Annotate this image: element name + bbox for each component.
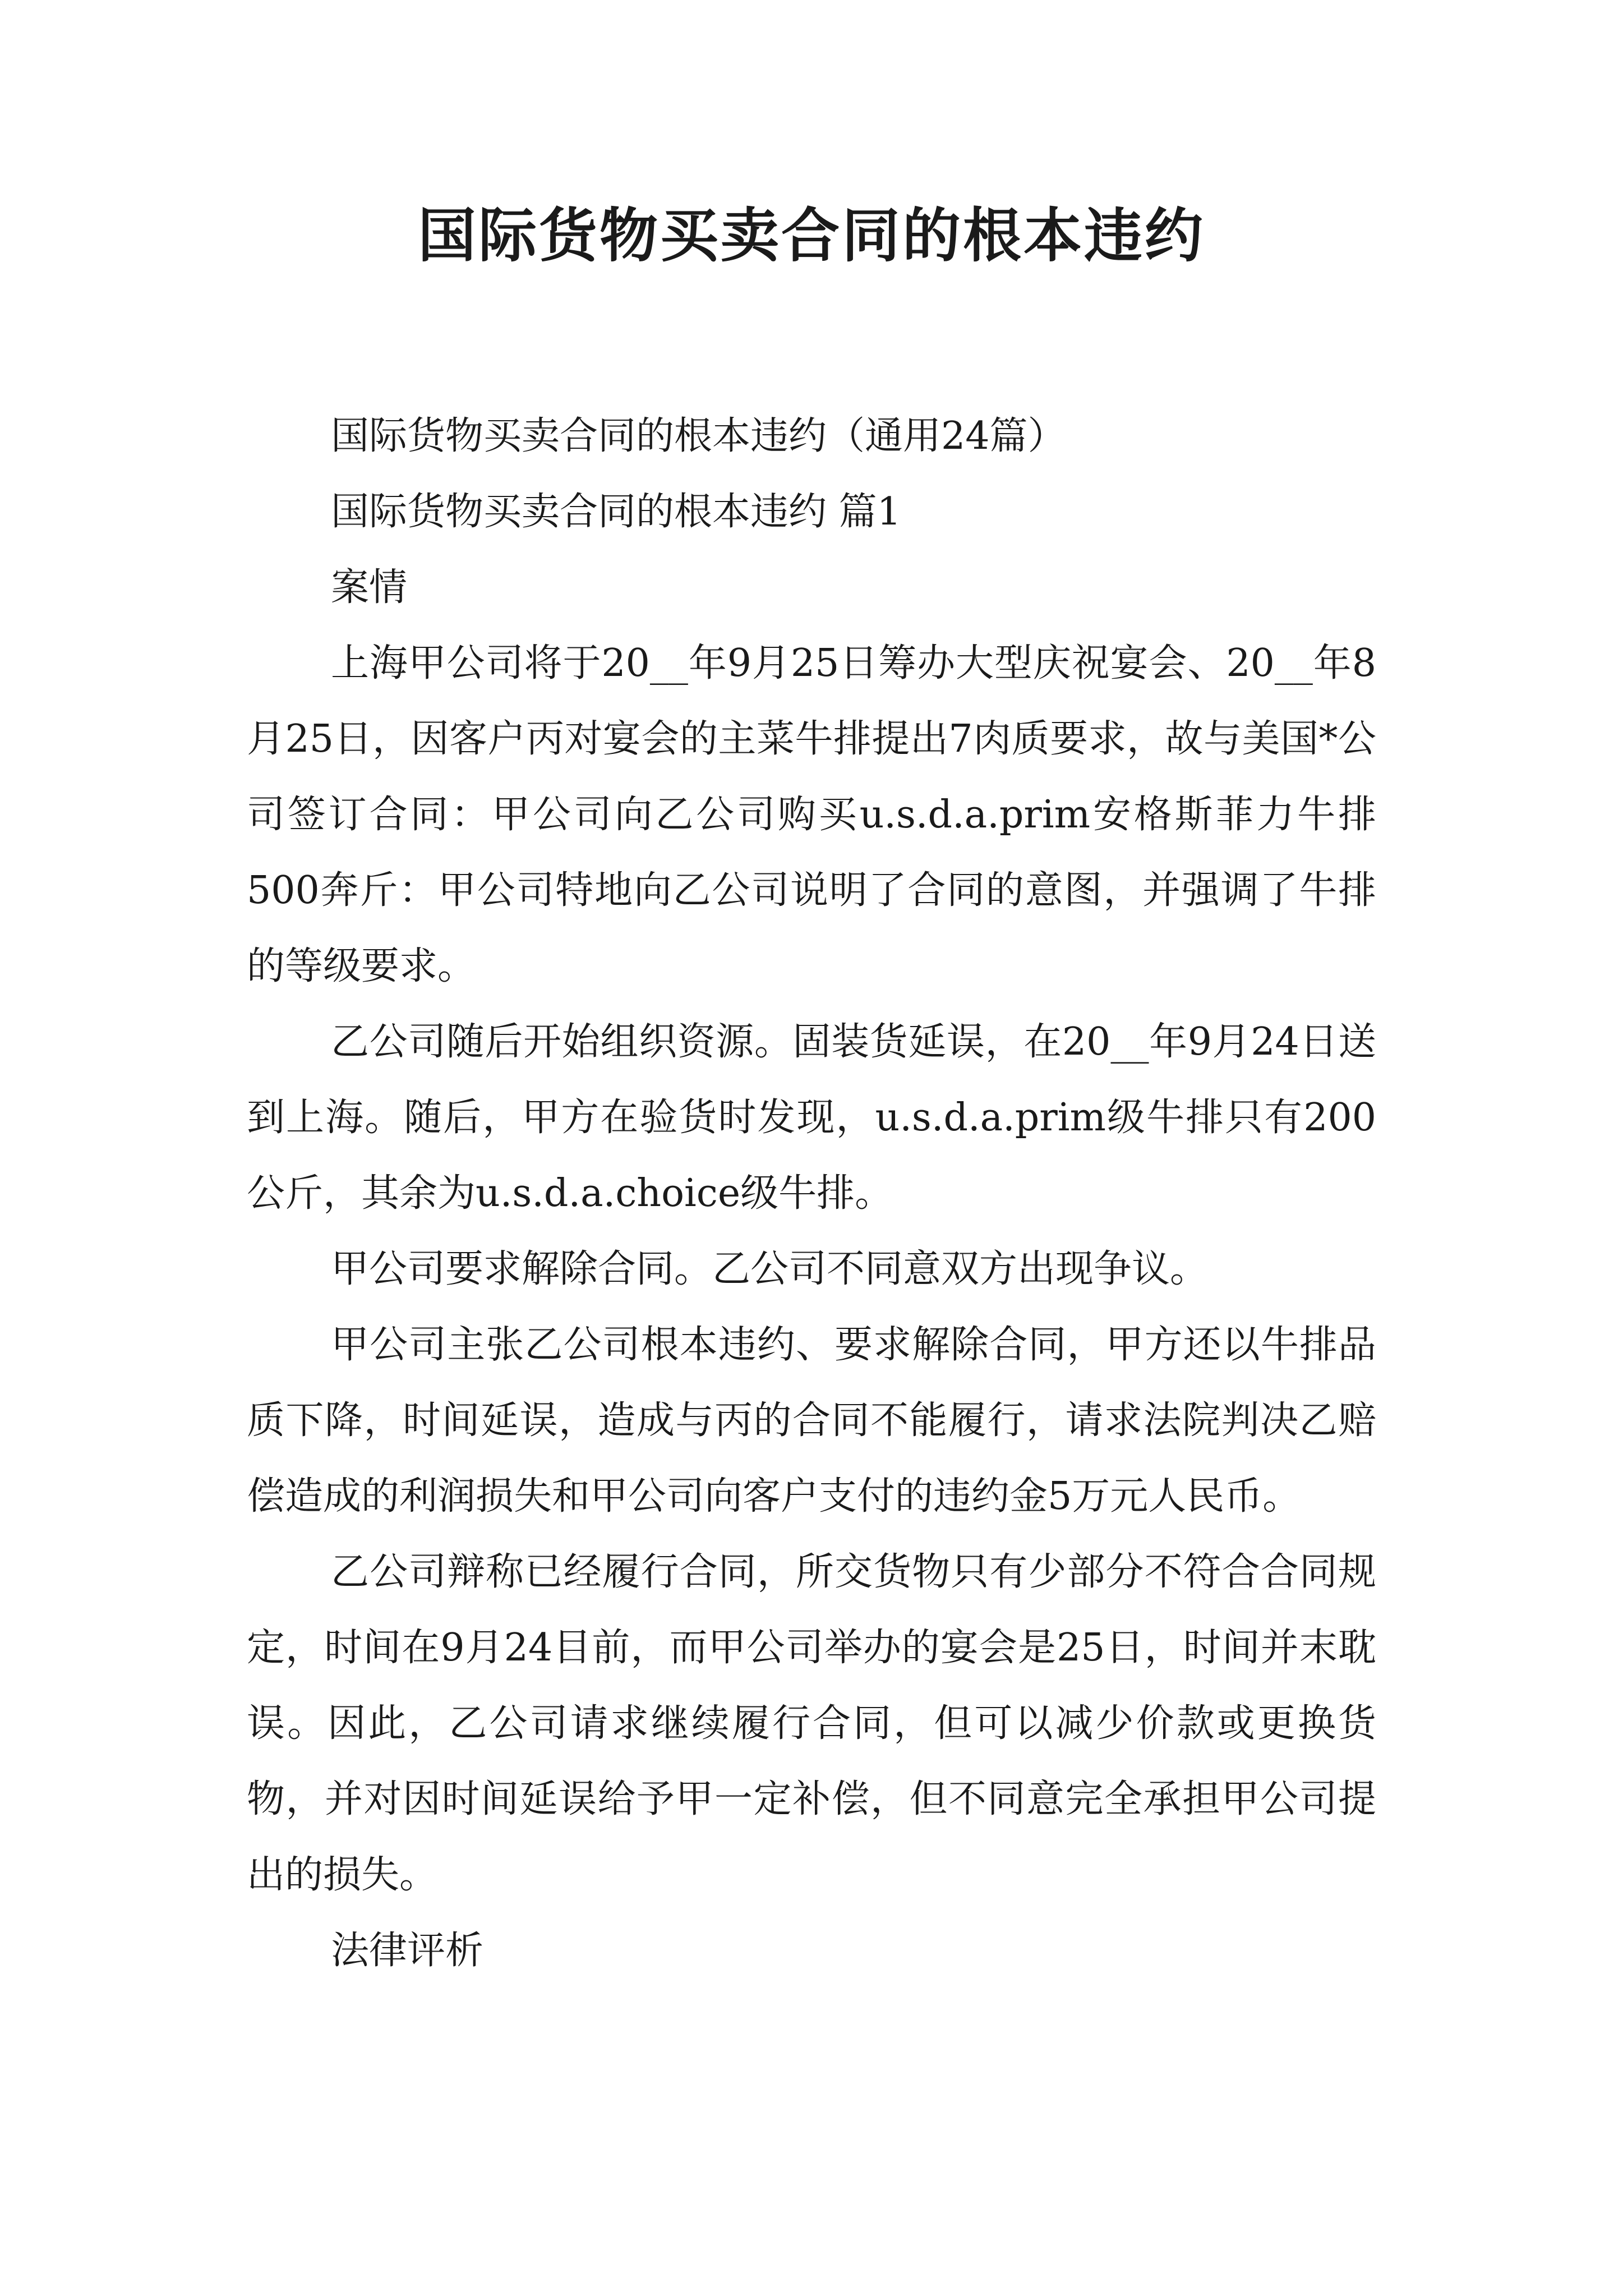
paragraph-section-heading: 国际货物买卖合同的根本违约 篇1 — [331, 490, 901, 534]
paragraph-case-heading: 案情 — [331, 565, 408, 610]
paragraph-subtitle: 国际货物买卖合同的根本违约（通用24篇） — [331, 414, 1066, 458]
paragraph-case-4: 甲公司主张乙公司根本违约、要求解除合同，甲方还以牛排品质下降，时间延误，造成与丙的合同不能履行，请求法院判决乙赔偿造成的利润损失和甲公司向客户支付的违约金5万元人民币。 — [247, 1323, 1376, 1519]
document-title: 国际货物买卖合同的根本违约 — [417, 201, 1205, 270]
paragraph-legal-analysis-heading: 法律评析 — [331, 1929, 484, 1973]
paragraph-case-1: 上海甲公司将于20__年9月25日筹办大型庆祝宴会、20__年8月25日，因客户丙对宴会的主菜牛排提出7肉质要求，故与美国*公司签订合同：甲公司向乙公司购买u.s.d.a.prim安格斯菲力牛排500奔斤：甲公司特地向乙公司说明了合同的意图，并强调了牛排的等级要求。 — [247, 641, 1376, 988]
paragraph-case-5: 乙公司辩称已经履行合同，所交货物只有少部分不符合合同规定，时间在9月24目前，而甲公司举办的宴会是25日，时间并末耽误。因此，乙公司请求继续履行合同，但可以减少价款或更换货物，并对因时间延误给予甲一定补偿，但不同意完全承担甲公司提出的损失。 — [247, 1550, 1376, 1897]
paragraph-case-3: 甲公司要求解除合同。乙公司不同意双方出现争议。 — [331, 1247, 1209, 1291]
document-body — [247, 398, 1376, 1989]
paragraph-case-2: 乙公司随后开始组织资源。固装货延误，在20__年9月24日送到上海。随后，甲方在验货时发现，u.s.d.a.prim级牛排只有200公斤，其余为u.s.d.a.choice级牛排。 — [247, 1020, 1376, 1216]
